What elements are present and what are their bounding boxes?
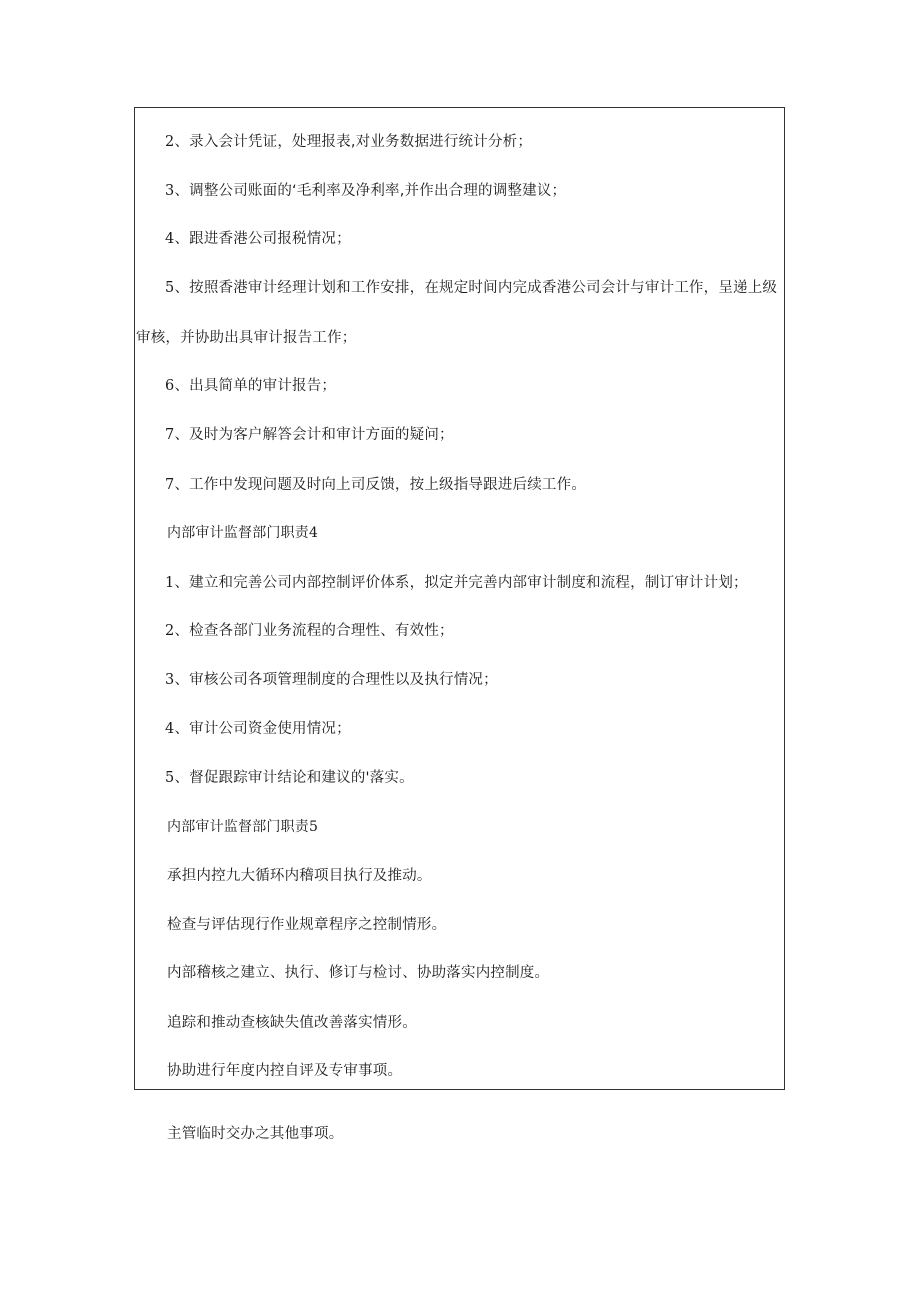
- list-item: [167, 866, 432, 886]
- list-item: [165, 768, 414, 788]
- list-item: [165, 719, 351, 739]
- item-number: 2: [165, 623, 175, 639]
- item-text: 、录入会计凭证，处理报表,对业务数据进行统计分析；: [174, 134, 533, 150]
- item-number: 3: [165, 672, 175, 688]
- item-text: 、建立和完善公司内部控制评价体系，拟定并完善内部审计制度和流程，制订审计计划；: [174, 575, 748, 591]
- list-item: [167, 1013, 417, 1033]
- list-item-continuation: [136, 328, 357, 348]
- heading-text: 内部审计监督部门职责: [167, 525, 309, 541]
- item-text: 、出具简单的审计报告；: [174, 378, 337, 394]
- item-text: 内部稽核之建立、执行、修订与检讨、协助落实内控制度。: [167, 965, 550, 981]
- item-text: 、审计公司资金使用情况；: [174, 721, 351, 737]
- heading-number: 5: [309, 819, 319, 835]
- heading-text: 内部审计监督部门职责: [167, 819, 309, 835]
- section-heading: [167, 523, 318, 543]
- section-heading: [167, 817, 318, 837]
- note-text: 主管临时交办之其他事项。: [167, 1126, 344, 1142]
- item-number: 1: [165, 575, 175, 591]
- item-text: 、检查各部门业务流程的合理性、有效性；: [174, 623, 454, 639]
- list-item: [165, 425, 454, 445]
- list-item: [167, 963, 549, 983]
- item-text: 、调整公司账面的‘毛利率及净利率,并作出合理的调整建议；: [174, 183, 567, 199]
- list-item: [165, 278, 777, 298]
- list-item: [165, 132, 532, 152]
- item-number: 4: [165, 721, 175, 737]
- heading-number: 4: [309, 525, 319, 541]
- list-item: [165, 181, 566, 201]
- item-number: 2: [165, 134, 175, 150]
- item-number: 4: [165, 231, 175, 247]
- item-number: 3: [165, 183, 175, 199]
- content-frame: [134, 107, 785, 1090]
- list-item: [165, 229, 351, 249]
- item-text: 、审核公司各项管理制度的合理性以及执行情况；: [174, 672, 498, 688]
- item-number: 7: [165, 427, 175, 443]
- item-text: 、工作中发现问题及时向上司反馈，按上级指导跟进后续工作。: [174, 477, 587, 493]
- item-text: 、跟进香港公司报税情况；: [174, 231, 351, 247]
- item-text: 追踪和推动查核缺失值改善落实情形。: [167, 1015, 417, 1031]
- item-text: 、督促跟踪审计结论和建议的'落实。: [174, 770, 414, 786]
- item-text: 审核，并协助出具审计报告工作；: [136, 330, 357, 346]
- item-number: 7: [165, 477, 175, 493]
- list-item: [165, 670, 498, 690]
- item-text: 检查与评估现行作业规章程序之控制情形。: [167, 917, 447, 933]
- item-number: 5: [165, 770, 175, 786]
- list-item: [167, 915, 446, 935]
- outside-note: [167, 1124, 343, 1144]
- item-number: 5: [165, 280, 175, 296]
- list-item: [165, 475, 586, 495]
- item-text: 、按照香港审计经理计划和工作安排，在规定时间内完成香港公司会计与审计工作，呈递上级: [174, 280, 778, 296]
- list-item: [165, 376, 336, 396]
- list-item: [165, 573, 748, 593]
- item-number: 6: [165, 378, 175, 394]
- item-text: 承担内控九大循环内稽项目执行及推动。: [167, 868, 432, 884]
- item-text: 、及时为客户解答会计和审计方面的疑问；: [174, 427, 454, 443]
- list-item: [167, 1061, 402, 1081]
- item-text: 协助进行年度内控自评及专审事项。: [167, 1063, 403, 1079]
- list-item: [165, 621, 454, 641]
